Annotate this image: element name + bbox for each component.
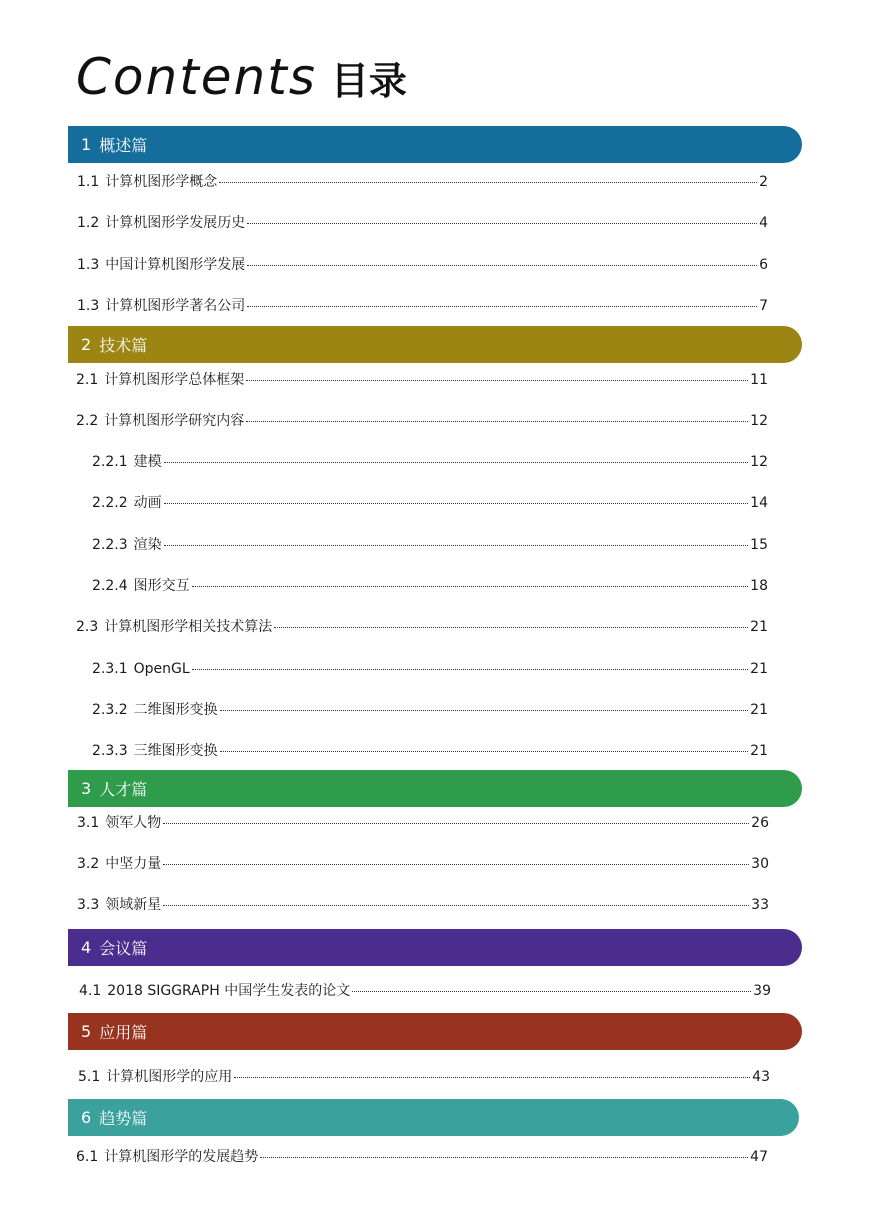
entry-number: 2.1 bbox=[76, 372, 99, 388]
dot-leader bbox=[164, 503, 749, 504]
page-number: 18 bbox=[750, 578, 768, 594]
dot-leader bbox=[163, 864, 749, 865]
toc-entry[interactable] bbox=[77, 896, 769, 914]
toc-entry[interactable] bbox=[77, 256, 768, 274]
dot-leader bbox=[246, 380, 748, 381]
dot-leader bbox=[274, 627, 748, 628]
dot-leader bbox=[260, 1157, 748, 1158]
toc-subentry[interactable] bbox=[92, 577, 768, 595]
toc-entry[interactable] bbox=[76, 412, 768, 430]
entry-label: 计算机图形学研究内容 bbox=[104, 413, 245, 429]
entry-number: 3.1 bbox=[77, 815, 100, 831]
entry-number: 2.2.4 bbox=[92, 578, 128, 594]
entry-label: 中坚力量 bbox=[105, 856, 162, 872]
section-label: 概述篇 bbox=[99, 136, 148, 155]
entry-label: 二维图形变换 bbox=[133, 702, 218, 718]
section-number: 6 bbox=[81, 1108, 92, 1127]
toc-entry[interactable] bbox=[77, 173, 768, 191]
section-number: 3 bbox=[81, 779, 92, 798]
entry-number: 3.2 bbox=[77, 856, 100, 872]
section-header-5[interactable] bbox=[68, 1013, 802, 1050]
page-title bbox=[76, 48, 407, 106]
toc-entry[interactable] bbox=[79, 982, 771, 1000]
title-english: Contents bbox=[76, 48, 317, 106]
entry-number: 6.1 bbox=[76, 1149, 99, 1165]
page-number: 33 bbox=[751, 897, 769, 913]
dot-leader bbox=[220, 751, 749, 752]
section-header-3[interactable] bbox=[68, 770, 802, 807]
toc-entry[interactable] bbox=[77, 297, 768, 315]
dot-leader bbox=[192, 669, 749, 670]
entry-label: 计算机图形学的发展趋势 bbox=[104, 1149, 259, 1165]
dot-leader bbox=[246, 421, 748, 422]
page-number: 43 bbox=[752, 1069, 770, 1085]
entry-number: 2.3 bbox=[76, 619, 99, 635]
toc-entry[interactable] bbox=[76, 371, 768, 389]
entry-label: 渲染 bbox=[133, 537, 162, 553]
toc-entry[interactable] bbox=[76, 1148, 768, 1166]
entry-label: 领域新星 bbox=[105, 897, 162, 913]
entry-number: 2.3.1 bbox=[92, 661, 128, 677]
dot-leader bbox=[352, 991, 751, 992]
page-number: 21 bbox=[750, 619, 768, 635]
entry-label: 领军人物 bbox=[105, 815, 162, 831]
dot-leader bbox=[234, 1077, 750, 1078]
page-number: 4 bbox=[759, 215, 768, 231]
entry-label: 动画 bbox=[133, 495, 162, 511]
toc-entry[interactable] bbox=[77, 214, 768, 232]
entry-number: 4.1 bbox=[79, 983, 102, 999]
section-label: 应用篇 bbox=[99, 1023, 148, 1042]
page-number: 7 bbox=[759, 298, 768, 314]
dot-leader bbox=[219, 182, 757, 183]
toc-subentry[interactable] bbox=[92, 453, 768, 471]
section-label: 趋势篇 bbox=[99, 1109, 148, 1128]
toc-subentry[interactable] bbox=[92, 742, 768, 760]
entry-number: 1.2 bbox=[77, 215, 100, 231]
entry-number: 5.1 bbox=[78, 1069, 101, 1085]
dot-leader bbox=[247, 306, 757, 307]
dot-leader bbox=[247, 265, 757, 266]
toc-subentry[interactable] bbox=[92, 660, 768, 678]
entry-label: 计算机图形学概念 bbox=[105, 174, 218, 190]
dot-leader bbox=[164, 545, 749, 546]
entry-number: 2.2 bbox=[76, 413, 99, 429]
dot-leader bbox=[247, 223, 757, 224]
section-header-4[interactable] bbox=[68, 929, 802, 966]
page-number: 6 bbox=[759, 257, 768, 273]
toc-entry[interactable] bbox=[77, 855, 769, 873]
entry-number: 2.2.1 bbox=[92, 454, 128, 470]
section-label: 技术篇 bbox=[99, 336, 148, 355]
page-number: 2 bbox=[759, 174, 768, 190]
entry-number: 2.3.3 bbox=[92, 743, 128, 759]
section-number: 5 bbox=[81, 1022, 92, 1041]
entry-number: 2.3.2 bbox=[92, 702, 128, 718]
toc-subentry[interactable] bbox=[92, 536, 768, 554]
entry-label: OpenGL bbox=[133, 661, 190, 677]
toc-subentry[interactable] bbox=[92, 494, 768, 512]
entry-label: 计算机图形学的应用 bbox=[106, 1069, 233, 1085]
entry-label: 中国计算机图形学发展 bbox=[105, 257, 246, 273]
page-number: 30 bbox=[751, 856, 769, 872]
entry-label: 计算机图形学著名公司 bbox=[105, 298, 246, 314]
dot-leader bbox=[163, 905, 749, 906]
section-label: 会议篇 bbox=[99, 939, 148, 958]
entry-number: 2.2.2 bbox=[92, 495, 128, 511]
entry-number: 1.3 bbox=[77, 257, 100, 273]
page-number: 12 bbox=[750, 454, 768, 470]
toc-entry[interactable] bbox=[77, 814, 769, 832]
page-number: 26 bbox=[751, 815, 769, 831]
page-number: 21 bbox=[750, 743, 768, 759]
section-header-1[interactable] bbox=[68, 126, 802, 163]
toc-subentry[interactable] bbox=[92, 701, 768, 719]
page-number: 11 bbox=[750, 372, 768, 388]
entry-label: 2018 SIGGRAPH 中国学生发表的论文 bbox=[107, 983, 351, 999]
entry-label: 图形交互 bbox=[133, 578, 190, 594]
page-number: 47 bbox=[750, 1149, 768, 1165]
entry-label: 建模 bbox=[133, 454, 162, 470]
section-number: 2 bbox=[81, 335, 92, 354]
section-number: 4 bbox=[81, 938, 92, 957]
page-number: 39 bbox=[753, 983, 771, 999]
toc-entry[interactable] bbox=[76, 618, 768, 636]
entry-label: 计算机图形学相关技术算法 bbox=[104, 619, 273, 635]
entry-label: 计算机图形学发展历史 bbox=[105, 215, 246, 231]
title-chinese: 目录 bbox=[330, 59, 407, 103]
section-header-6[interactable] bbox=[68, 1099, 799, 1136]
entry-number: 3.3 bbox=[77, 897, 100, 913]
page-number: 21 bbox=[750, 702, 768, 718]
page-number: 12 bbox=[750, 413, 768, 429]
dot-leader bbox=[192, 586, 749, 587]
section-header-2[interactable] bbox=[68, 326, 802, 363]
page-number: 15 bbox=[750, 537, 768, 553]
entry-label: 计算机图形学总体框架 bbox=[104, 372, 245, 388]
toc-entry[interactable] bbox=[78, 1068, 770, 1086]
entry-number: 2.2.3 bbox=[92, 537, 128, 553]
section-number: 1 bbox=[81, 135, 92, 154]
entry-label: 三维图形变换 bbox=[133, 743, 218, 759]
section-label: 人才篇 bbox=[99, 780, 148, 799]
page-number: 14 bbox=[750, 495, 768, 511]
dot-leader bbox=[220, 710, 749, 711]
dot-leader bbox=[163, 823, 749, 824]
dot-leader bbox=[164, 462, 749, 463]
entry-number: 1.1 bbox=[77, 174, 100, 190]
entry-number: 1.3 bbox=[77, 298, 100, 314]
page-number: 21 bbox=[750, 661, 768, 677]
